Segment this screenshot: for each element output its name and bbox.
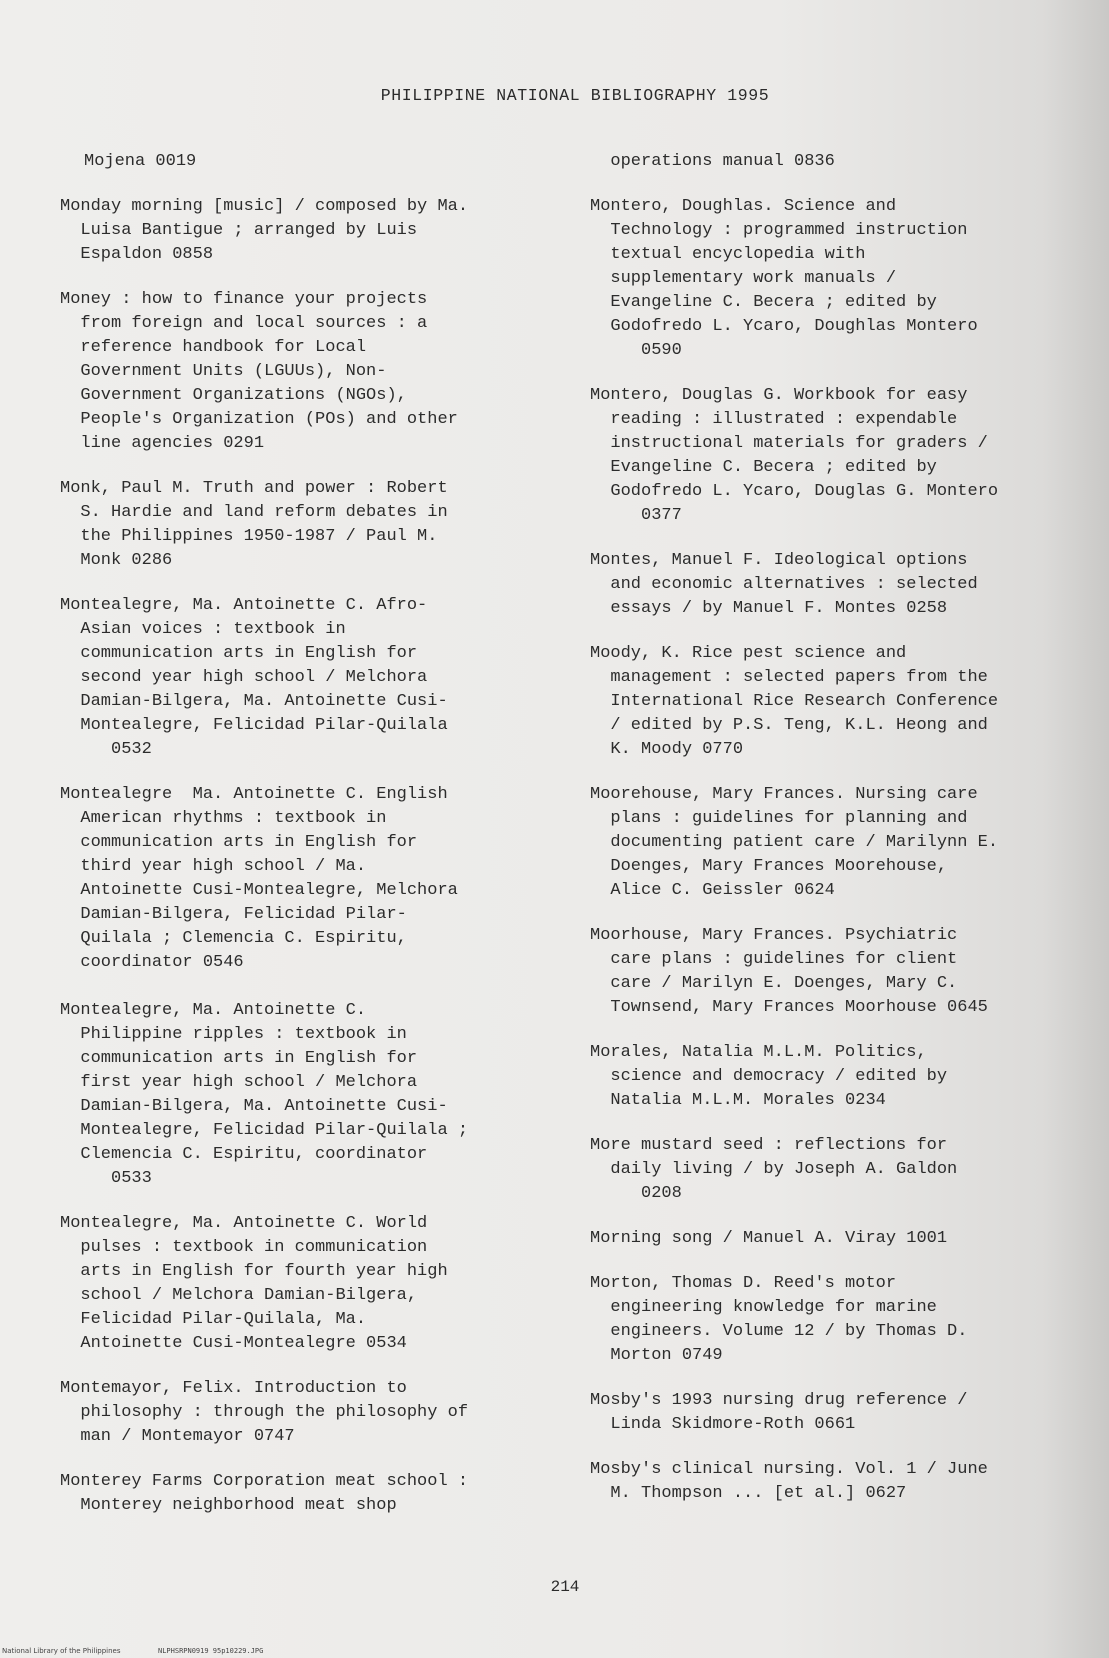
bibliography-entry: Montealegre Ma. Antoinette C. English American rhythms : textbook in communication arts in English for third year high school / Ma. Antoinette Cusi-Montealegre, Melchora Damian-Bilgera, Felicidad Pilar- Quilala ; Clemencia C. Espiritu, coordinator 0546 (60, 785, 458, 972)
bibliography-entry: Moorhouse, Mary Frances. Psychiatric care plans : guidelines for client care / Marilyn E. Doenges, Mary C. Townsend, Mary Frances Moorhouse 0645 (590, 926, 988, 1017)
bibliography-entry: Montealegre, Ma. Antoinette C. Philippine ripples : textbook in communication arts in English for first year high school / Melchora Damian-Bilgera, Ma. Antoinette Cusi- Montealegre, Felicidad Pilar-Quilala ; Clemencia C. Espiritu, coordinator 0533 (60, 1001, 469, 1188)
scan-credit: National Library of the Philippines (2, 1647, 121, 1655)
scan-filename: NLPHSRPN0919 95p10229.JPG (158, 1647, 264, 1655)
bibliography-entry: Montes, Manuel F. Ideological options and economic alternatives : selected essays / by Manuel F. Montes 0258 (590, 551, 978, 618)
bibliography-entry: Mosby's 1993 nursing drug reference / Linda Skidmore-Roth 0661 (590, 1391, 968, 1434)
bibliography-entry: Morning song / Manuel A. Viray 1001 (590, 1229, 948, 1248)
bibliography-entry: operations manual 0836 (590, 152, 835, 171)
bibliography-entry: More mustard seed : reflections for daily living / by Joseph A. Galdon 0208 (590, 1136, 958, 1203)
bibliography-entry: Mojena 0019 (84, 152, 197, 171)
page-number: 214 (550, 1578, 580, 1596)
left-column (60, 150, 560, 1518)
bibliography-entry: Montealegre, Ma. Antoinette C. Afro- Asian voices : textbook in communication arts in English for second year high school / Melchora Damian-Bilgera, Ma. Antoinette Cusi- Montealegre, Felicidad Pilar-Quilala 0532 (60, 596, 448, 759)
bibliography-entry: Morton, Thomas D. Reed's motor engineering knowledge for marine engineers. Volume 12 / by Thomas D. Morton 0749 (590, 1274, 968, 1365)
bibliography-entry: Mosby's clinical nursing. Vol. 1 / June M. Thompson ... [et al.] 0627 (590, 1460, 988, 1503)
bibliography-entry: Montero, Doughlas. Science and Technology : programmed instruction textual encyclopedia with supplementary work manuals / Evangeline C. Becera ; edited by Godofredo L. Ycaro, Doughlas Montero 0590 (590, 197, 978, 360)
bibliography-entry: Monk, Paul M. Truth and power : Robert S. Hardie and land reform debates in the Philippines 1950-1987 / Paul M. Monk 0286 (60, 479, 448, 570)
page-title: PHILIPPINE NATIONAL BIBLIOGRAPHY 1995 (380, 86, 770, 105)
bibliography-entry: Montero, Douglas G. Workbook for easy reading : illustrated : expendable instructional materials for graders / Evangeline C. Becera ; edited by Godofredo L. Ycaro, Douglas G. Montero 0377 (590, 386, 999, 525)
bibliography-entry: Monterey Farms Corporation meat school : Monterey neighborhood meat shop (60, 1472, 469, 1515)
bibliography-entry: Montealegre, Ma. Antoinette C. World pulses : textbook in communication arts in English for fourth year high school / Melchora Damian-Bilgera, Felicidad Pilar-Quilala, Ma. Antoinette Cusi-Montealegre 0534 (60, 1214, 448, 1353)
bibliography-entry: Morales, Natalia M.L.M. Politics, science and democracy / edited by Natalia M.L.M. Morales 0234 (590, 1043, 948, 1110)
bibliography-entry: Montemayor, Felix. Introduction to philosophy : through the philosophy of man / Montemayor 0747 (60, 1379, 469, 1446)
bibliography-entry: Money : how to finance your projects from foreign and local sources : a reference handbook for Local Government Units (LGUUs), Non- Government Organizations (NGOs), People's Organization (POs) and other line agencies 0291 (60, 290, 458, 453)
bibliography-entry: Moorehouse, Mary Frances. Nursing care plans : guidelines for planning and documenting patient care / Marilynn E. Doenges, Mary Frances Moorehouse, Alice C. Geissler 0624 (590, 785, 999, 900)
bibliography-entry: Moody, K. Rice pest science and management : selected papers from the International Rice Research Conference / edited by P.S. Teng, K.L. Heong and K. Moody 0770 (590, 644, 999, 759)
bibliography-entry: Monday morning [music] / composed by Ma. Luisa Bantigue ; arranged by Luis Espaldon 0858 (60, 197, 469, 264)
right-column (590, 150, 1090, 1506)
